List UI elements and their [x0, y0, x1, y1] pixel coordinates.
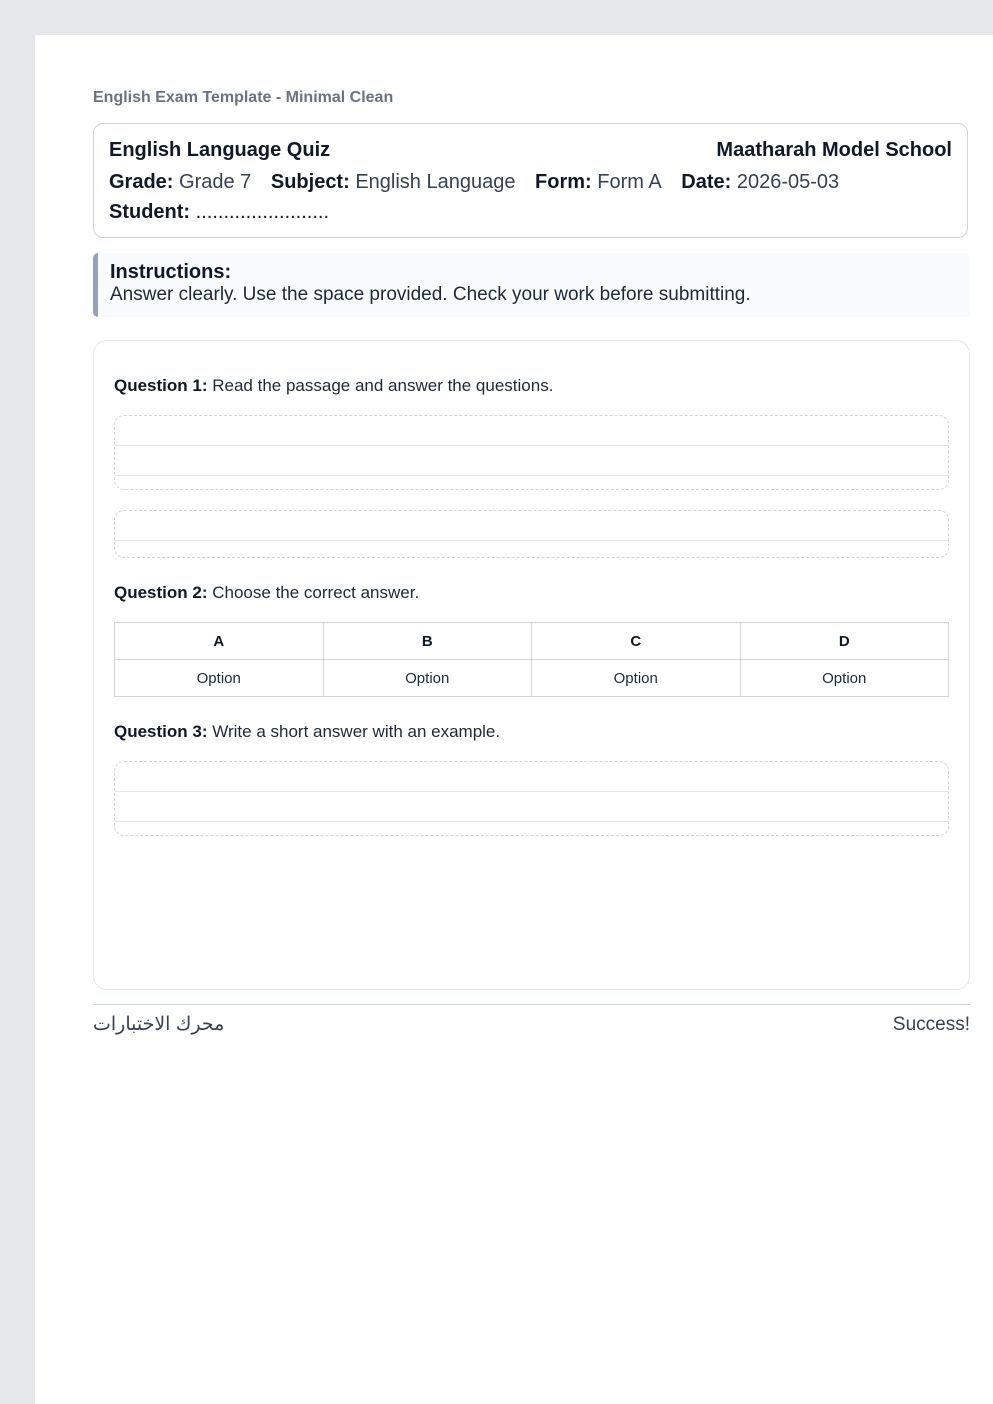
options-row: [115, 660, 949, 697]
answer-line: [115, 475, 948, 476]
answer-line: [115, 445, 948, 446]
option-header-b: B: [323, 623, 532, 660]
form-value: Form A: [597, 171, 662, 193]
question-3-label: Question 3:: [114, 722, 208, 741]
answer-line: [115, 540, 948, 541]
option-cell-a[interactable]: Option: [115, 660, 324, 697]
answer-line: [115, 821, 948, 822]
question-2-options-table: [114, 622, 949, 697]
form-field: [535, 171, 662, 193]
student-field: [109, 201, 329, 224]
question-1-label: Question 1:: [114, 376, 208, 395]
grade-label: Grade:: [109, 171, 174, 193]
date-label: Date:: [681, 171, 732, 193]
question-2-label: Question 2:: [114, 583, 208, 602]
quiz-title: English Language Quiz: [109, 139, 331, 161]
question-3-text: Write a short answer with an example.: [212, 722, 501, 741]
option-header-c: C: [532, 623, 741, 660]
question-1-answer-box-2[interactable]: [114, 510, 949, 558]
grade-value: Grade 7: [179, 171, 252, 193]
footer-success-text: Success!: [892, 1014, 970, 1035]
footer-divider: [93, 1004, 970, 1005]
options-header-row: [115, 623, 949, 660]
instructions-text: Answer clearly. Use the space provided. Check your work before submitting.: [110, 284, 751, 305]
date-field: [681, 171, 839, 193]
subject-field: [271, 171, 516, 193]
option-cell-b[interactable]: Option: [323, 660, 532, 697]
question-2: [114, 583, 419, 603]
option-header-a: A: [115, 623, 324, 660]
school-name: Maatharah Model School: [716, 139, 952, 161]
template-name: English Exam Template - Minimal Clean: [93, 89, 394, 106]
question-3-answer-box[interactable]: [114, 761, 949, 836]
student-name-blank[interactable]: ........................: [195, 201, 330, 223]
instructions-box: [93, 253, 970, 317]
question-3: [114, 722, 500, 742]
questions-card: [93, 340, 970, 990]
question-1-answer-box[interactable]: [114, 415, 949, 490]
answer-line: [115, 791, 948, 792]
exam-page: [35, 35, 993, 1404]
exam-header-card: [93, 123, 968, 238]
footer-engine-label: محرك الاختبارات: [93, 1014, 225, 1035]
exam-meta-row: [109, 171, 853, 194]
question-2-text: Choose the correct answer.: [212, 583, 420, 602]
instructions-title: Instructions:: [110, 261, 232, 283]
question-1-text: Read the passage and answer the questions.: [212, 376, 554, 395]
option-cell-c[interactable]: Option: [532, 660, 741, 697]
date-value: 2026-05-03: [736, 171, 840, 193]
form-label: Form:: [535, 171, 592, 193]
question-1: [114, 376, 553, 396]
option-header-d: D: [740, 623, 949, 660]
subject-label: Subject:: [270, 171, 350, 193]
grade-field: [109, 171, 251, 193]
student-label: Student:: [109, 201, 191, 223]
subject-value: English Language: [355, 171, 516, 193]
option-cell-d[interactable]: Option: [740, 660, 949, 697]
